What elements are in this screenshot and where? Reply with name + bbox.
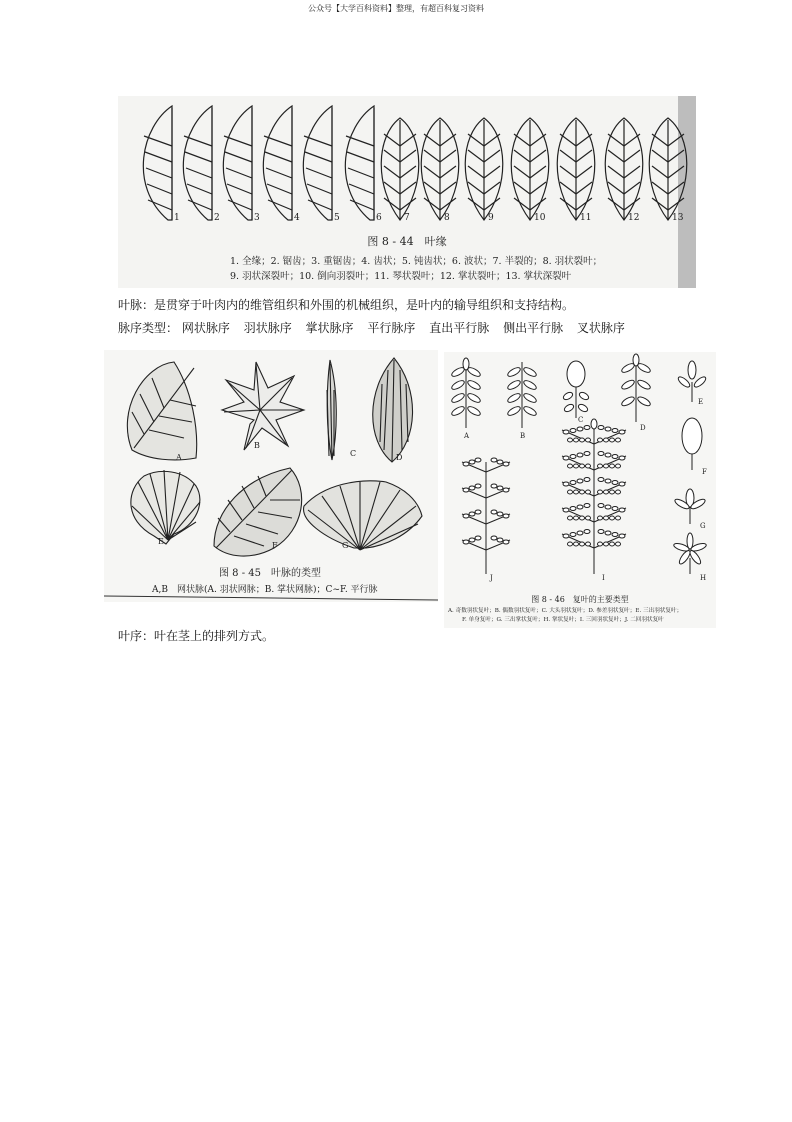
figure-number: 9 (488, 213, 494, 223)
figure-number: 8 (444, 213, 450, 223)
vein-types-line (118, 319, 635, 336)
leaf-outline (345, 106, 374, 220)
figure-title: 图 8 - 45 叶脉的类型 (218, 568, 322, 579)
figure-number: 13 (672, 213, 684, 223)
figure-letter: F (702, 468, 707, 476)
leaf-vein-label: 叶脉： (118, 298, 155, 312)
figure-letter: G (700, 522, 706, 530)
vein-types-label: 脉序类型： (118, 321, 179, 335)
figure-caption-line-2: F. 单身复叶；G. 三出掌状复叶；H. 掌状复叶；I. 三回羽状复叶；J. 二回羽状复叶 (462, 617, 664, 623)
phyllotaxy-text: 叶在茎上的排列方式。 (154, 629, 275, 643)
figure-title: 图 8 - 44 叶缘 (367, 235, 447, 248)
leaf-margin-illustration (118, 96, 696, 288)
figure-caption-line-1: 1. 全缘；2. 锯齿；3. 重锯齿；4. 齿状；5. 钝齿状；6. 波状；7. 半裂的；8. 羽状裂叶； (230, 256, 603, 267)
figure-number: 1 (174, 213, 180, 223)
page-header: 公众号【大学百科资料】整理，有超百科复习资料 (308, 4, 484, 13)
figure-letter: D (396, 453, 403, 462)
figure-letter: C (578, 416, 584, 424)
phyllotaxy-label: 叶序： (118, 629, 155, 643)
figure-title: 图 8 - 46 复叶的主要类型 (531, 595, 629, 604)
leaf-vein-text: 是贯穿于叶肉内的维管组织和外围的机械组织，是叶内的输导组织和支持结构。 (154, 298, 575, 312)
figure-number: 7 (404, 213, 410, 223)
vein-type-item: 掌状脉序 (305, 321, 354, 335)
figure-letter: D (640, 424, 646, 432)
figure-letter: I (602, 574, 605, 582)
figure-letter: F (272, 541, 278, 550)
figure-letter: A (176, 453, 182, 462)
phyllotaxy-definition (118, 627, 274, 644)
vein-types-illustration (104, 350, 438, 602)
figure-caption: A,B 网状脉(A. 羽状网脉；B. 掌状网脉)；C~F. 平行脉 (152, 585, 378, 595)
figure-letter: C (350, 449, 357, 458)
figure-letter: J (490, 574, 493, 582)
figure-number: 12 (628, 213, 640, 223)
vein-type-item: 平行脉序 (367, 321, 416, 335)
leaf-outline (303, 106, 332, 220)
figure-caption-line-1: A. 奇数羽状复叶；B. 偶数羽状复叶；C. 大头羽状复叶；D. 参差羽状复叶；E. 三出羽状复叶； (448, 608, 683, 614)
figure-number: 11 (580, 213, 592, 223)
figure-letter: E (698, 398, 704, 406)
figure-letter: B (254, 441, 260, 450)
vein-type-item: 直出平行脉 (429, 321, 490, 335)
figure-number: 6 (376, 213, 382, 223)
figure-letter: H (700, 574, 707, 582)
figure-number: 2 (214, 213, 220, 223)
figure-number: 5 (334, 213, 340, 223)
figure-leaf-margins (118, 96, 696, 288)
figure-letter: B (520, 432, 526, 440)
figure-number: 4 (294, 213, 300, 223)
figure-number: 10 (534, 213, 546, 223)
figure-vein-types (104, 350, 438, 602)
vein-type-item: 侧出平行脉 (503, 321, 564, 335)
figure-caption-line-2: 9. 羽状深裂叶；10. 倒向羽裂叶；11. 琴状裂叶；12. 掌状裂叶；13. 掌状深裂叶 (230, 271, 572, 282)
leaf-outline (263, 106, 292, 220)
leaf-vein-definition (118, 296, 574, 313)
figure-number: 3 (254, 213, 260, 223)
figure-letter: E (158, 537, 164, 546)
leaf-outline (183, 106, 212, 220)
figure-compound-leaves (444, 352, 716, 628)
vein-type-item: 羽状脉序 (243, 321, 292, 335)
vein-type-item: 叉状脉序 (576, 321, 625, 335)
vein-type-item: 网状脉序 (181, 321, 230, 335)
figure-letter: G (342, 541, 349, 550)
compound-leaves-illustration (444, 352, 716, 628)
figure-letter: A (464, 432, 470, 440)
leaf-outline (143, 106, 172, 220)
leaf-outline (223, 106, 252, 220)
